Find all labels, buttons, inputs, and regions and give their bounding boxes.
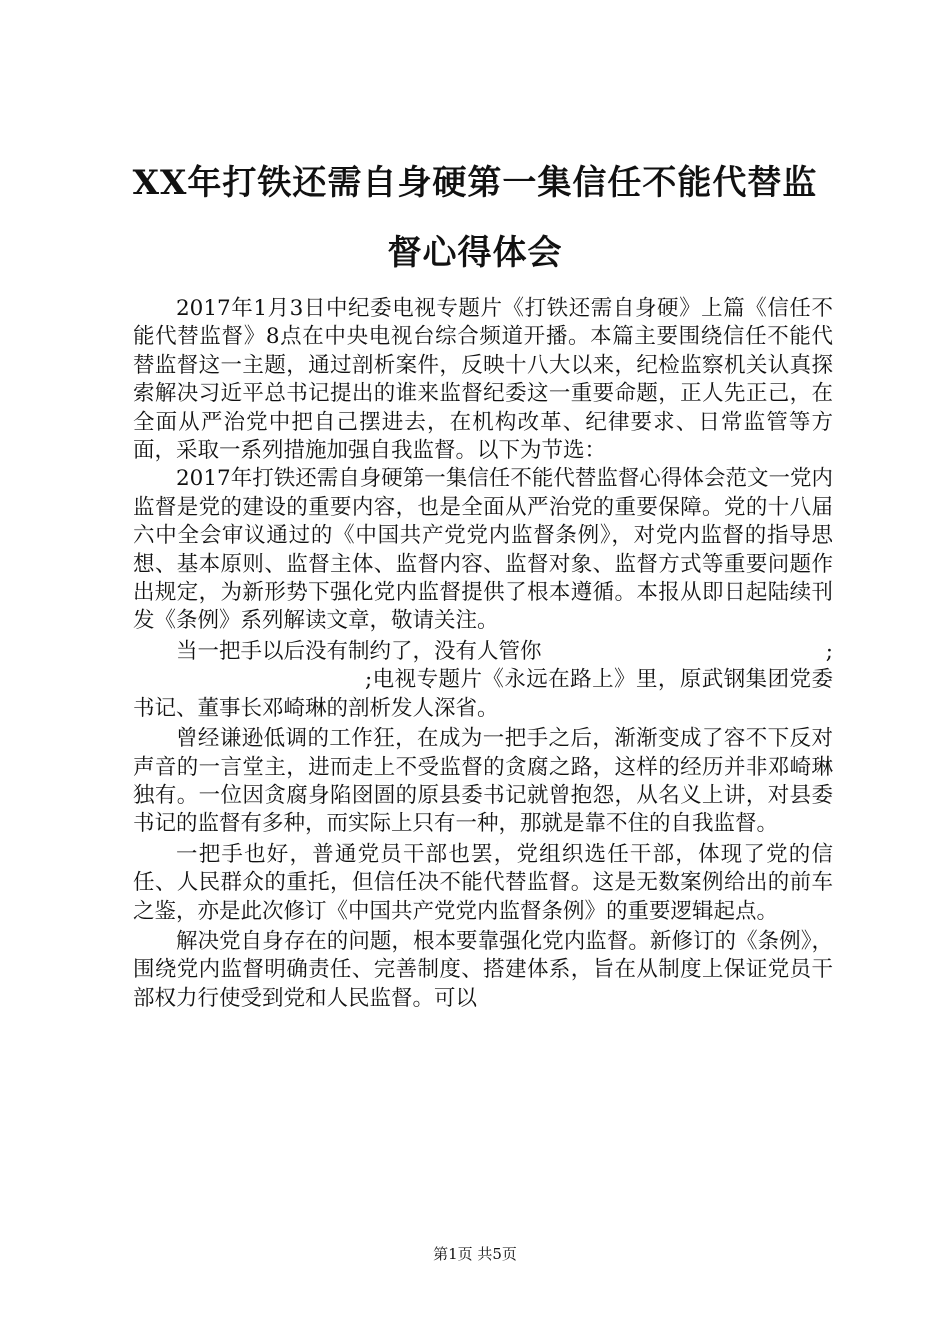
quote-trailing-mark: ; — [825, 638, 833, 664]
page-number-label: 第1页 共5页 — [433, 1245, 517, 1263]
quote-continuation-text: ;电视专题片《永远在路上》里，原武钢集团党委书记、董事长邓崎琳的剖析发人深省。 — [133, 667, 833, 721]
document-title — [120, 148, 830, 288]
title-line-2: 督心得体会 — [387, 233, 563, 273]
paragraph-case-story: 曾经谦逊低调的工作狂，在成为一把手之后，渐渐变成了容不下反对声音的一言堂主，进而走上不受监督的贪腐之路，这样的经历并非邓崎琳独有。一位因贪腐身陷囹圄的原县委书记就曾抱怨，从名义上讲，对县委书记的监督有多种，而实际上只有一种，那就是靠不住的自我监督。 — [133, 726, 833, 837]
title-line-1: XX年打铁还需自身硬第一集信任不能代替监 — [132, 163, 818, 203]
document-body — [133, 295, 833, 1013]
paragraph-strengthen-supervision: 解决党自身存在的问题，根本要靠强化党内监督。新修订的《条例》，围绕党内监督明确责任、完善制度、搭建体系，旨在从制度上保证党员干部权力行使受到党和人民监督。可以 — [133, 928, 833, 1011]
paragraph-quote-line — [133, 638, 833, 666]
paragraph-quote-continuation — [133, 666, 833, 723]
page-footer — [0, 1244, 950, 1264]
paragraph-intro: 2017年1月3日中纪委电视专题片《打铁还需自身硬》上篇《信任不能代替监督》8点在中央电视台综合频道开播。本篇主要围绕信任不能代替监督这一主题，通过剖析案件，反映十八大以来，纪检监察机关认真探索解决习近平总书记提出的谁来监督纪委这一重要命题，正人先正己，在全面从严治党中把自己摆进去，在机构改革、纪律要求、日常监管等方面，采取一系列措施加强自我监督。以下为节选： — [133, 296, 833, 464]
quote-lead-text: 当一把手以后没有制约了，没有人管你 — [176, 638, 542, 664]
paragraph-article-one: 2017年打铁还需自身硬第一集信任不能代替监督心得体会范文一党内监督是党的建设的重要内容，也是全面从严治党的重要保障。党的十八届六中全会审议通过的《中国共产党党内监督条例》，对党内监督的指导思想、基本原则、监督主体、监督内容、监督对象、监督方式等重要问题作出规定，为新形势下强化党内监督提供了根本遵循。本报从即日起陆续刊发《条例》系列解读文章，敬请关注。 — [133, 466, 833, 634]
paragraph-trust-not-supervision: 一把手也好，普通党员干部也罢，党组织选任干部，体现了党的信任、人民群众的重托，但信任决不能代替监督。这是无数案例给出的前车之鉴，亦是此次修订《中国共产党党内监督条例》的重要逻辑起点。 — [133, 841, 833, 924]
